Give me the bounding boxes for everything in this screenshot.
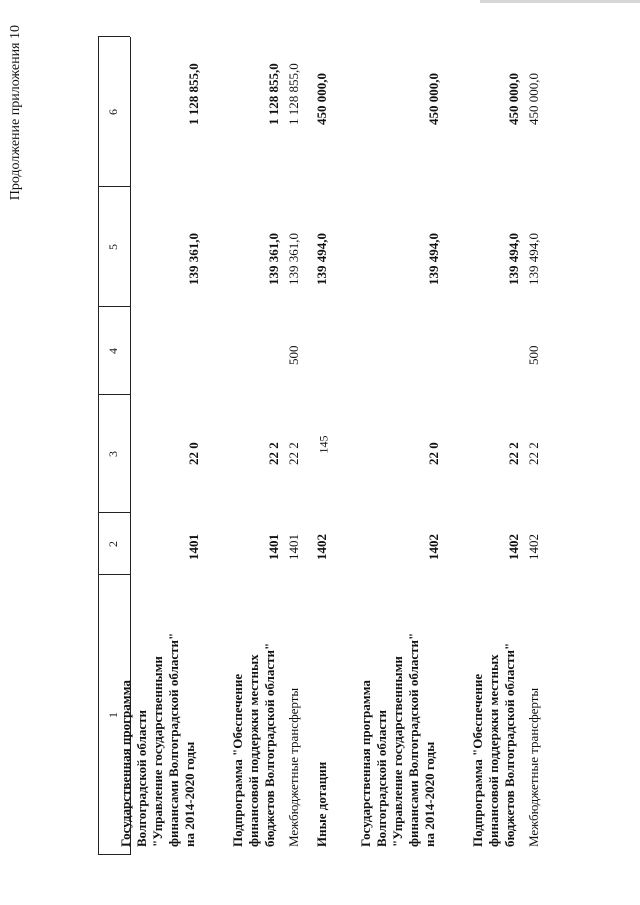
column-header-1: 1: [106, 712, 120, 718]
row-name-state-program-2: [358, 567, 438, 847]
row6-col5: 139 494,0: [506, 233, 521, 285]
row3-col3: 22 2: [286, 442, 301, 465]
name-line: Государственная программа: [118, 680, 133, 847]
row6-col6: 450 000,0: [506, 73, 521, 125]
table-top-border: [98, 37, 99, 855]
row7-col5: 139 494,0: [526, 233, 541, 285]
row4-col6: 450 000,0: [314, 73, 329, 125]
name-line: Подпрограмма "Обеспечение: [230, 673, 245, 847]
row2-col2: 1401: [266, 534, 281, 560]
row6-col2: 1402: [506, 534, 521, 560]
row2-col3: 22 2: [266, 442, 281, 465]
row5-col3: 22 0: [426, 442, 441, 465]
row-name-state-program-1: [118, 567, 198, 847]
name-line: финансовой поддержки местных: [246, 654, 261, 847]
row7-col4: 500: [526, 345, 541, 365]
name-line: Подпрограмма "Обеспечение: [470, 673, 485, 847]
row-name-subprogram-1: [230, 567, 278, 847]
column-header-2: 2: [106, 541, 120, 547]
row-name-other-subsidies: Иные дотации: [314, 761, 329, 847]
row-name-transfers-1: Межбюджетные трансферты: [286, 687, 301, 847]
name-line: Волгоградской области: [134, 709, 149, 847]
row3-col5: 139 361,0: [286, 233, 301, 285]
row4-col5: 139 494,0: [314, 233, 329, 285]
row2-col5: 139 361,0: [266, 233, 281, 285]
name-line: "Управление государственными: [390, 656, 405, 847]
row3-col6: 1 128 855,0: [286, 63, 301, 125]
row1-col3: 22 0: [186, 442, 201, 465]
row5-col5: 139 494,0: [426, 233, 441, 285]
column-header-4: 4: [106, 348, 120, 354]
column-header-5: 5: [106, 244, 120, 250]
row-name-transfers-2: Межбюджетные трансферты: [526, 687, 541, 847]
name-line: Государственная программа: [358, 680, 373, 847]
row3-col4: 500: [286, 345, 301, 365]
name-line: финансовой поддержки местных: [486, 654, 501, 847]
name-line: финансами Волгоградской области": [406, 632, 421, 847]
page-number: 145: [316, 435, 331, 454]
row2-col6: 1 128 855,0: [266, 63, 281, 125]
column-header-6: 6: [106, 109, 120, 115]
row5-col6: 450 000,0: [426, 73, 441, 125]
name-line: бюджетов Волгоградской области": [502, 642, 517, 847]
name-line: бюджетов Волгоградской области": [262, 642, 277, 847]
row5-col2: 1402: [426, 534, 441, 560]
row3-col2: 1401: [286, 534, 301, 560]
name-line: на 2014-2020 годы: [182, 741, 197, 847]
row4-col2: 1402: [314, 534, 329, 560]
row7-col3: 22 2: [526, 442, 541, 465]
row-name-subprogram-2: [470, 567, 518, 847]
row1-col2: 1401: [186, 534, 201, 560]
name-line: финансами Волгоградской области": [166, 632, 181, 847]
row7-col6: 450 000,0: [526, 73, 541, 125]
column-header-3: 3: [106, 451, 120, 457]
name-line: на 2014-2020 годы: [422, 741, 437, 847]
row7-col2: 1402: [526, 534, 541, 560]
row1-col6: 1 128 855,0: [186, 63, 201, 125]
name-line: "Управление государственными: [150, 656, 165, 847]
row1-col5: 139 361,0: [186, 233, 201, 285]
name-line: Волгоградской области: [374, 709, 389, 847]
row6-col3: 22 2: [506, 442, 521, 465]
appendix-caption: Продолжение приложения 10: [8, 25, 23, 201]
